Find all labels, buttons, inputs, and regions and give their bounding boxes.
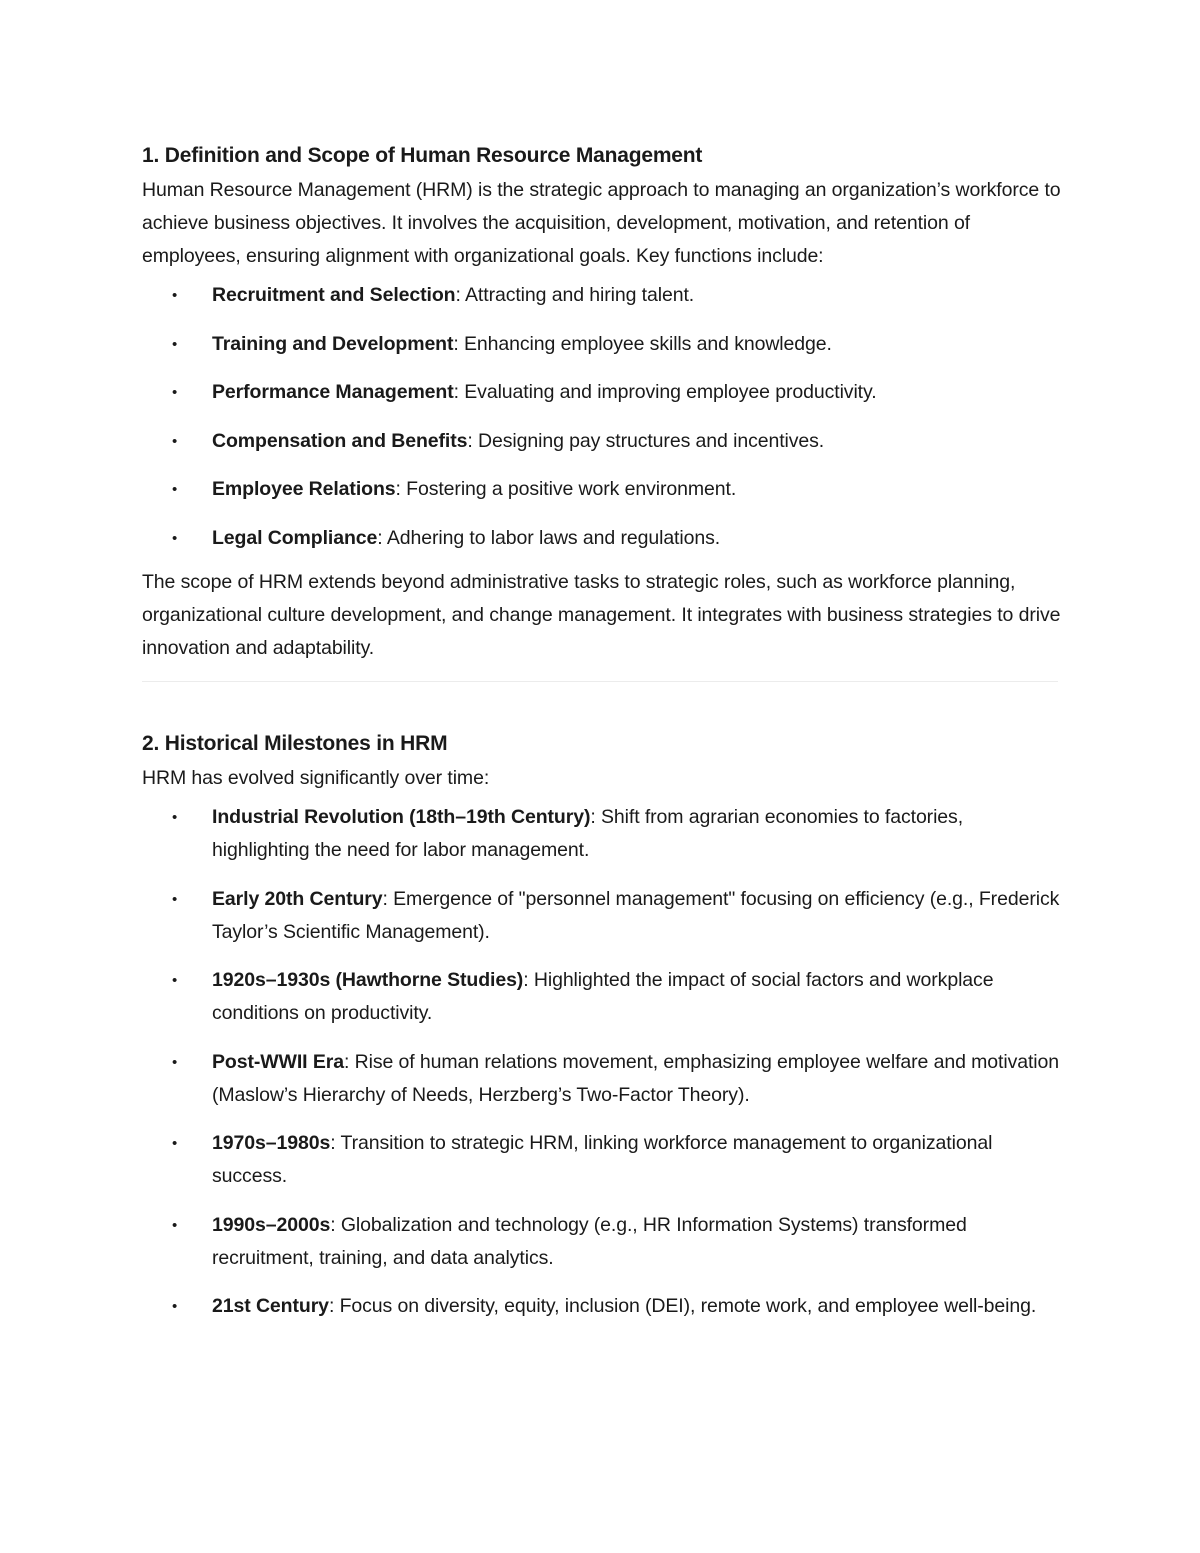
item-term: 1990s–2000s [212,1213,331,1236]
list-item [142,883,1062,949]
closing-paragraph: The scope of HRM extends beyond administrative tasks to strategic roles, such as workforce planning, organizational culture development, and change management. It integrates with business strategies to drive innovation and adaptability. [142,571,1061,659]
bullet-icon: • [172,1298,178,1315]
hrm-functions-list [142,279,1062,555]
bullet-icon: • [172,1053,178,1071]
section-heading: 1. Definition and Scope of Human Resource Management [142,144,703,167]
item-term: Training and Development [212,332,454,355]
list-item [142,1127,1062,1193]
bullet-icon: • [172,890,178,908]
item-term: Legal Compliance [212,526,378,549]
list-item [142,1046,1062,1112]
item-description: : Evaluating and improving employee productivity. [453,381,877,403]
section-divider [142,681,1058,682]
list-item [142,328,1062,361]
list-item [142,801,1062,867]
item-description: : Transition to strategic HRM, linking workforce management to organizational success. [212,1132,993,1187]
item-description: : Shift from agrarian economies to factories, highlighting the need for labor management. [212,806,964,861]
bullet-icon: • [172,529,178,547]
item-description: : Designing pay structures and incentives. [467,429,825,452]
item-description: : Enhancing employee skills and knowledge. [453,332,832,355]
list-item [142,473,1062,506]
item-term: 1970s–1980s [212,1132,331,1154]
item-description: : Globalization and technology (e.g., HR Information Systems) transformed recruitment, training, and data analytics. [212,1213,967,1269]
intro-paragraph: Human Resource Management (HRM) is the strategic approach to managing an organization’s workforce to achieve business objectives. It involves the acquisition, development, motivation, and retention of employees, ensuring alignment with organizational goals. Key functions include: [142,179,1061,267]
item-description: : Focus on diversity, equity, inclusion (DEI), remote work, and employee well-being. [328,1295,1037,1317]
item-term: Compensation and Benefits [212,429,468,452]
bullet-icon: • [172,1135,178,1152]
item-description: : Adhering to labor laws and regulations. [377,526,721,549]
list-item [142,522,1062,555]
bullet-icon: • [172,287,178,304]
bullet-icon: • [172,972,178,989]
item-description: : Highlighted the impact of social factors and workplace conditions on productivity. [212,969,994,1024]
section-historical-milestones [142,730,1062,1323]
bullet-icon: • [172,1216,178,1234]
section-definition-scope [142,142,1062,682]
list-item [142,376,1062,409]
milestones-list [142,801,1062,1323]
item-term: Employee Relations [212,478,396,500]
list-item [142,279,1062,312]
bullet-icon: • [172,384,178,401]
bullet-icon: • [172,335,178,353]
list-item [142,1209,1062,1275]
item-term: Recruitment and Selection [212,284,456,306]
item-term: Industrial Revolution (18th–19th Century) [212,806,591,828]
bullet-icon: • [172,432,178,450]
item-term: 1920s–1930s (Hawthorne Studies) [212,969,524,991]
intro-paragraph: HRM has evolved significantly over time: [142,767,490,789]
section-heading: 2. Historical Milestones in HRM [142,732,448,755]
item-description: : Attracting and hiring talent. [455,284,695,306]
item-description: : Emergence of "personnel management" focusing on efficiency (e.g., Frederick Taylor’s Scientific Management). [212,887,1060,943]
list-item [142,1290,1062,1323]
bullet-icon: • [172,481,178,498]
item-term: 21st Century [212,1295,329,1317]
item-term: Early 20th Century [212,887,383,910]
item-term: Performance Management [212,381,454,403]
item-term: Post-WWII Era [212,1050,344,1073]
list-item [142,964,1062,1030]
bullet-icon: • [172,809,178,826]
document-page [142,142,1062,1339]
list-item [142,425,1062,458]
item-description: : Fostering a positive work environment. [395,478,737,500]
item-description: : Rise of human relations movement, emphasizing employee welfare and motivation (Maslow’s Hierarchy of Needs, Herzberg’s Two-Factor Theory). [212,1050,1060,1106]
